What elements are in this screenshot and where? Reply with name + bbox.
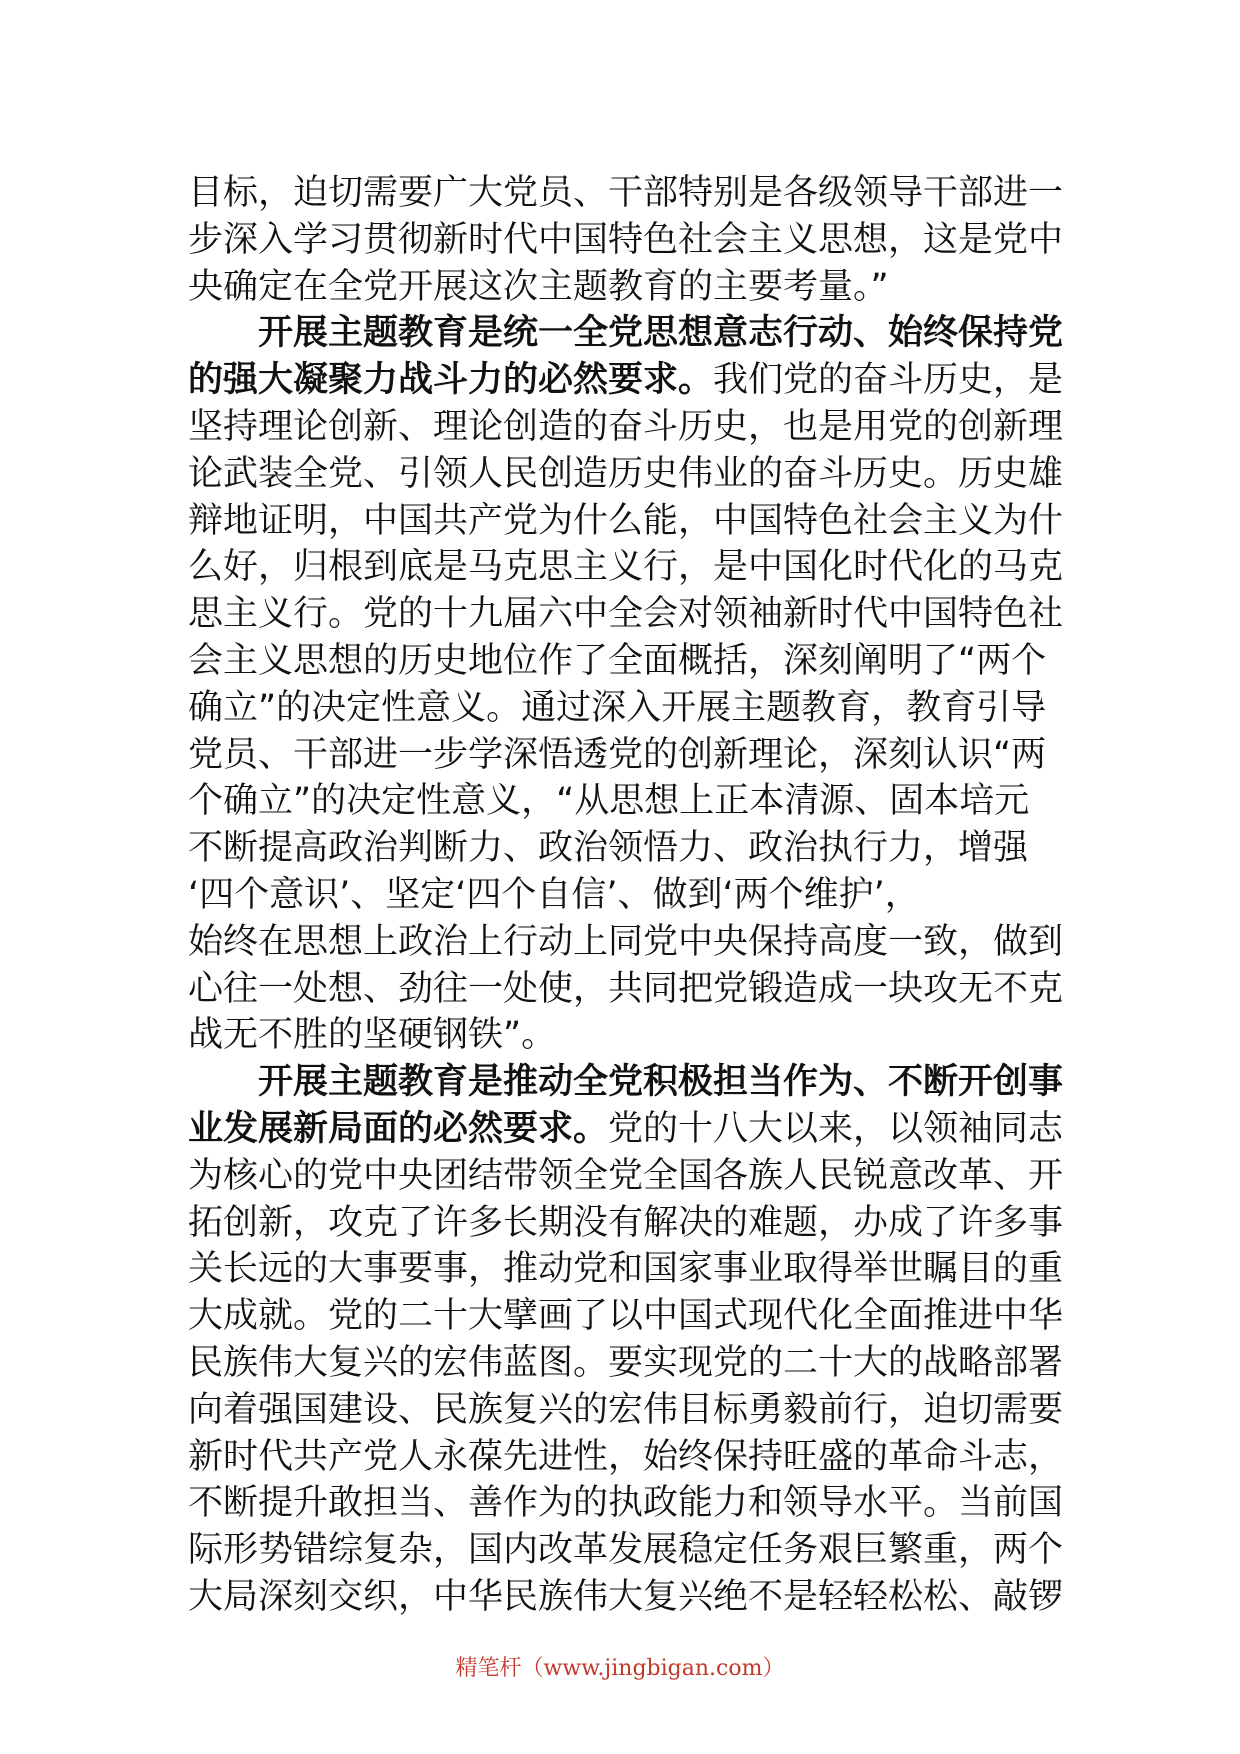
text-line: 心往一处想、劲往一处使，共同把党锻造成一块攻无不克 [188, 968, 1064, 1009]
text-line: 步深入学习贯彻新时代中国特色社会主义思想，这是党中 [188, 219, 1064, 260]
text-line: 目标，迫切需要广大党员、干部特别是各级领导干部进一 [188, 173, 1064, 213]
text-line: 始终在思想上政治上行动上同党中央保持高度一致，做到 [188, 921, 1064, 962]
text-fragment: 我们党的奋斗历史，是 [713, 360, 1064, 401]
text-line: 党员、干部进一步学深悟透党的创新理论，深刻认识“两 [188, 734, 1047, 775]
text-line: 不断提升敢担当、善作为的执政能力和领导水平。当前国 [188, 1483, 1064, 1524]
text-line: 大局深刻交织，中华民族伟大复兴绝不是轻轻松松、敲锣 [188, 1576, 1064, 1617]
footer-watermark-link[interactable]: 精笔杆（www.jingbigan.com） [455, 1656, 785, 1681]
section-heading-tail: 业发展新局面的必然要求。 [188, 1108, 609, 1149]
mixed-line [188, 357, 1068, 404]
text-line: 坚持理论创新、理论创造的奋斗历史，也是用党的创新理 [188, 406, 1064, 447]
text-line: 会主义思想的历史地位作了全面概括，深刻阐明了“两个 [188, 640, 1047, 681]
document-body [188, 170, 1068, 1621]
text-line: 为核心的党中央团结带领全党全国各族人民锐意改革、开 [188, 1155, 1064, 1196]
text-line: 拓创新，攻克了许多长期没有解决的难题，办成了许多事 [188, 1202, 1064, 1243]
text-line: ‘四个意识’、坚定‘四个自信’、做到‘两个维护’， [188, 874, 920, 915]
text-line: 民族伟大复兴的宏伟蓝图。要实现党的二十大的战略部署 [188, 1342, 1064, 1383]
text-line: 央确定在全党开展这次主题教育的主要考量。” [188, 266, 889, 307]
text-line: 论武装全党、引领人民创造历史伟业的奋斗历史。历史雄 [188, 453, 1064, 494]
text-line: 确立”的决定性意义。通过深入开展主题教育，教育引导 [188, 687, 1047, 728]
text-line: 新时代共产党人永葆先进性，始终保持旺盛的革命斗志， [188, 1436, 1064, 1477]
mixed-line [188, 1106, 1068, 1153]
text-line: 思主义行。党的十九届六中全会对领袖新时代中国特色社 [188, 594, 1064, 635]
text-fragment: 党的十八大以来，以领袖同志 [608, 1108, 1064, 1149]
text-line: 战无不胜的坚硬钢铁”。 [188, 1015, 557, 1056]
text-line: 关长远的大事要事，推动党和国家事业取得举世瞩目的重 [188, 1249, 1064, 1290]
text-line: 个确立”的决定性意义，“从思想上正本清源、固本培元 [188, 781, 1030, 822]
text-line: 大成就。党的二十大擘画了以中国式现代化全面推进中华 [188, 1296, 1064, 1337]
text-line: 不断提高政治判断力、政治领悟力、政治执行力，增强 [188, 828, 1029, 869]
section-heading-line: 开展主题教育是推动全党积极担当作为、不断开创事 [258, 1062, 1064, 1103]
section-heading-line: 开展主题教育是统一全党思想意志行动、始终保持党 [258, 313, 1064, 354]
text-line: 么好，归根到底是马克思主义行，是中国化时代化的马克 [188, 547, 1064, 588]
text-line: 际形势错综复杂，国内改革发展稳定任务艰巨繁重，两个 [188, 1530, 1064, 1571]
text-line: 向着强国建设、民族复兴的宏伟目标勇毅前行，迫切需要 [188, 1389, 1064, 1430]
section-heading-tail: 的强大凝聚力战斗力的必然要求。 [188, 360, 714, 401]
text-line: 辩地证明，中国共产党为什么能，中国特色社会主义为什 [188, 500, 1064, 541]
